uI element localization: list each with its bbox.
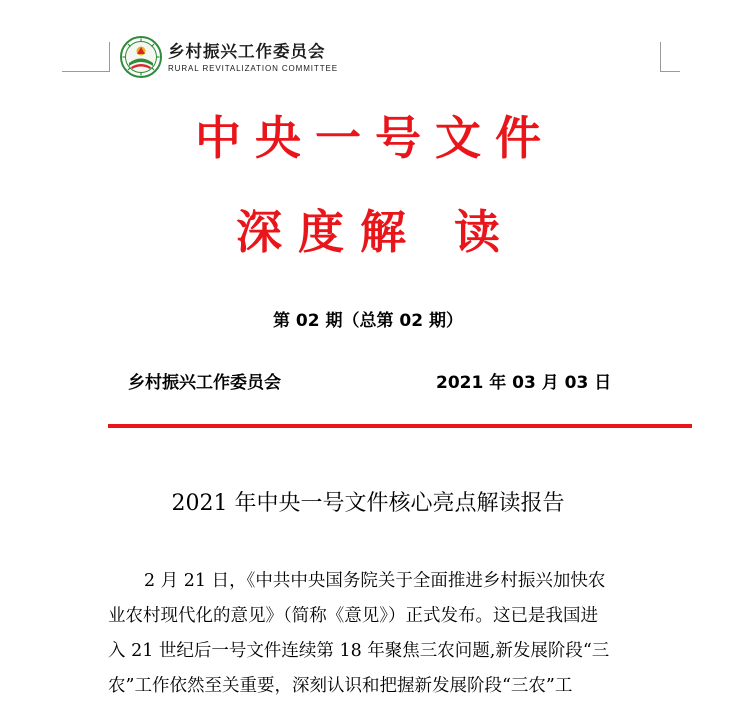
- report-title: 2021 年中央一号文件核心亮点解读报告: [171, 491, 565, 516]
- issue-number: 第 02 期（总第 02 期）: [273, 311, 463, 331]
- body-line: 业农村现代化的意见》（简称《意见》）正式发布。这已是我国进: [108, 606, 598, 626]
- crop-mark-left-vertical: [109, 42, 110, 72]
- report-body: [108, 564, 668, 704]
- organization-name-en: RURAL REVITALIZATION COMMITTEE: [168, 63, 338, 73]
- publish-date: 2021 年 03 月 03 日: [436, 373, 612, 393]
- document-title-line-1: 中央一号文件: [195, 111, 555, 165]
- red-divider: [108, 424, 692, 428]
- crop-mark-right-vertical: [660, 42, 661, 72]
- crop-mark-left-horizontal: [62, 71, 110, 72]
- body-line: 农”工作依然至关重要，深刻认识和把握新发展阶段“三农”工: [108, 676, 573, 696]
- rural-committee-logo-icon: [120, 36, 162, 78]
- document-title-line-2: 深度解 读: [235, 205, 516, 259]
- crop-mark-right-horizontal: [660, 71, 680, 72]
- publisher-name: 乡村振兴工作委员会: [128, 373, 281, 393]
- body-line: 2 月 21 日，《中共中央国务院关于全面推进乡村振兴加快农: [144, 571, 606, 591]
- body-line: 入 21 世纪后一号文件连续第 18 年聚焦三农问题,新发展阶段“三: [108, 641, 610, 661]
- organization-name-cn: 乡村振兴工作委员会: [168, 41, 326, 61]
- document-header: [120, 36, 338, 78]
